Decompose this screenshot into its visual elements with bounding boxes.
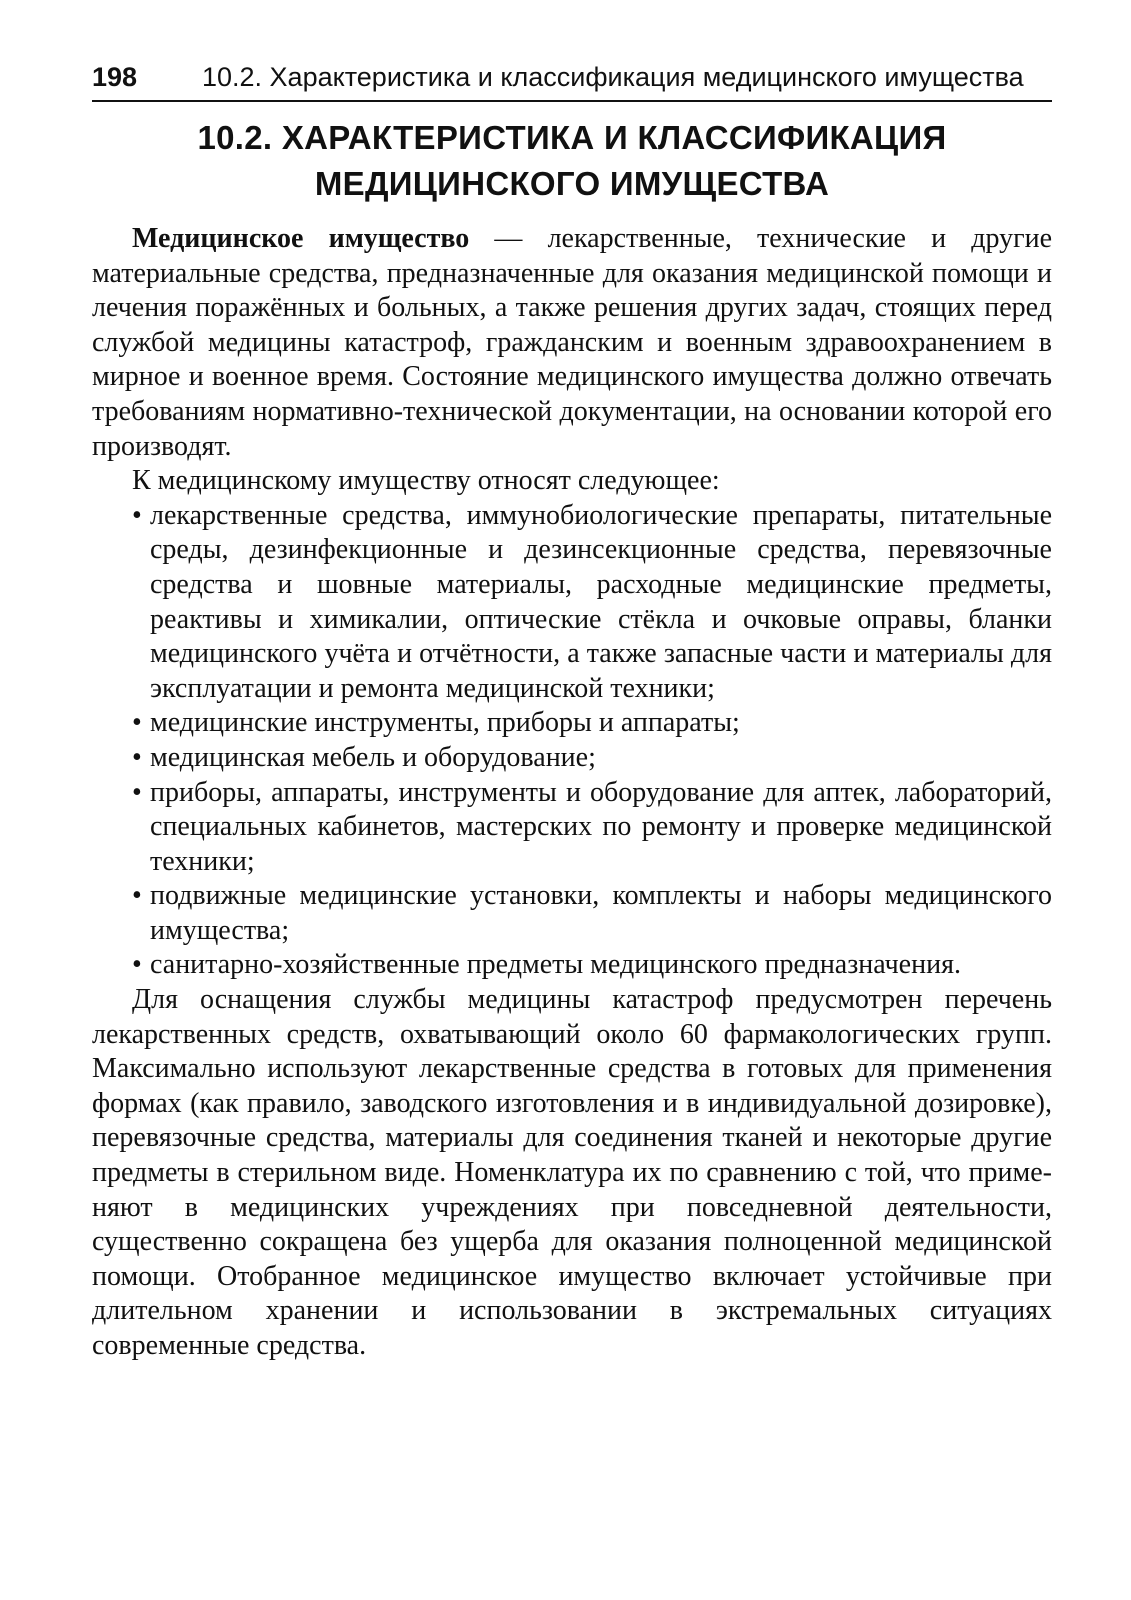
section-heading: [92, 115, 1052, 207]
body-text: [92, 222, 1052, 1364]
list-item: • медицинские инструменты, приборы и аппараты;: [132, 706, 1052, 741]
running-head-title: 10.2. Характеристика и классификация медицинского имущества: [202, 62, 1024, 92]
list-item: • медицинская мебель и оборудование;: [132, 741, 1052, 776]
section-heading-line-2: МЕДИЦИНСКОГО ИМУЩЕСТВА: [314, 165, 830, 202]
list-item: • лекарственные средства, иммунобиологические препараты, питательные среды, дезинфекционные и дезинсекционные средства, перевязочные средства и шовные материалы, расходные медицинские предметы, реактивы и химикалии, оптические стёкла и очковые оправы, бланки медицинского учёта и отчётности, а также запасные части и материалы для эксплуатации и ремонта медицинской техники;: [132, 499, 1052, 707]
page-number: 198: [92, 62, 138, 92]
supply-paragraph: Для оснащения службы медицины катастроф предусмотрен перечень лекарственных средств, охватывающий около 60 фармакологических групп. Максимально используют лекарственные средства в готовых для применения формах (как правило, заводского изготовления и в индивидуальной дозировке), перевязочные средства, материалы для соединения тканей и некоторые другие предметы в стерильном виде. Номенклатура их по сравнению с той, что применяют в медицинских учреждениях при повседневной деятельности, существенно сокращена без ущерба для оказания полноценной медицинской помощи. Отобранное медицинское имущество включает устойчивые при длительном хранении и использовании в экстремальных ситуациях современные средства.: [92, 984, 1052, 1361]
definition-text: — лекарственные, технические и другие материальные средства, предназначенные для оказания медицинской помощи и лечения поражённых и больных, а также решения других задач, стоящих перед службой медицины катастроф, гражданским и военным здравоохранением в мирное и военное время. Состояние медицинского имущества должно отвечать требованиям нормативно-технической документации, на основании которой его производят.: [92, 223, 1052, 462]
list-item: • приборы, аппараты, инструменты и оборудование для аптек, лабораторий, специальных кабинетов, мастерских по ремонту и проверке медицинской техники;: [132, 776, 1052, 880]
defined-term: Медицинское имущество: [132, 223, 470, 254]
list-item: • подвижные медицинские установки, комплекты и наборы медицинского имущества;: [132, 879, 1052, 948]
property-list: [92, 499, 1052, 983]
section-heading-line-1: 10.2. ХАРАКТЕРИСТИКА И КЛАССИФИКАЦИЯ: [197, 119, 947, 156]
running-head: [92, 60, 1052, 102]
list-item: • санитарно-хозяйственные предметы медицинского предназначения.: [132, 948, 1052, 983]
definition-paragraph: [92, 222, 1052, 464]
list-intro: К медицинскому имуществу относят следующее:: [132, 465, 720, 497]
